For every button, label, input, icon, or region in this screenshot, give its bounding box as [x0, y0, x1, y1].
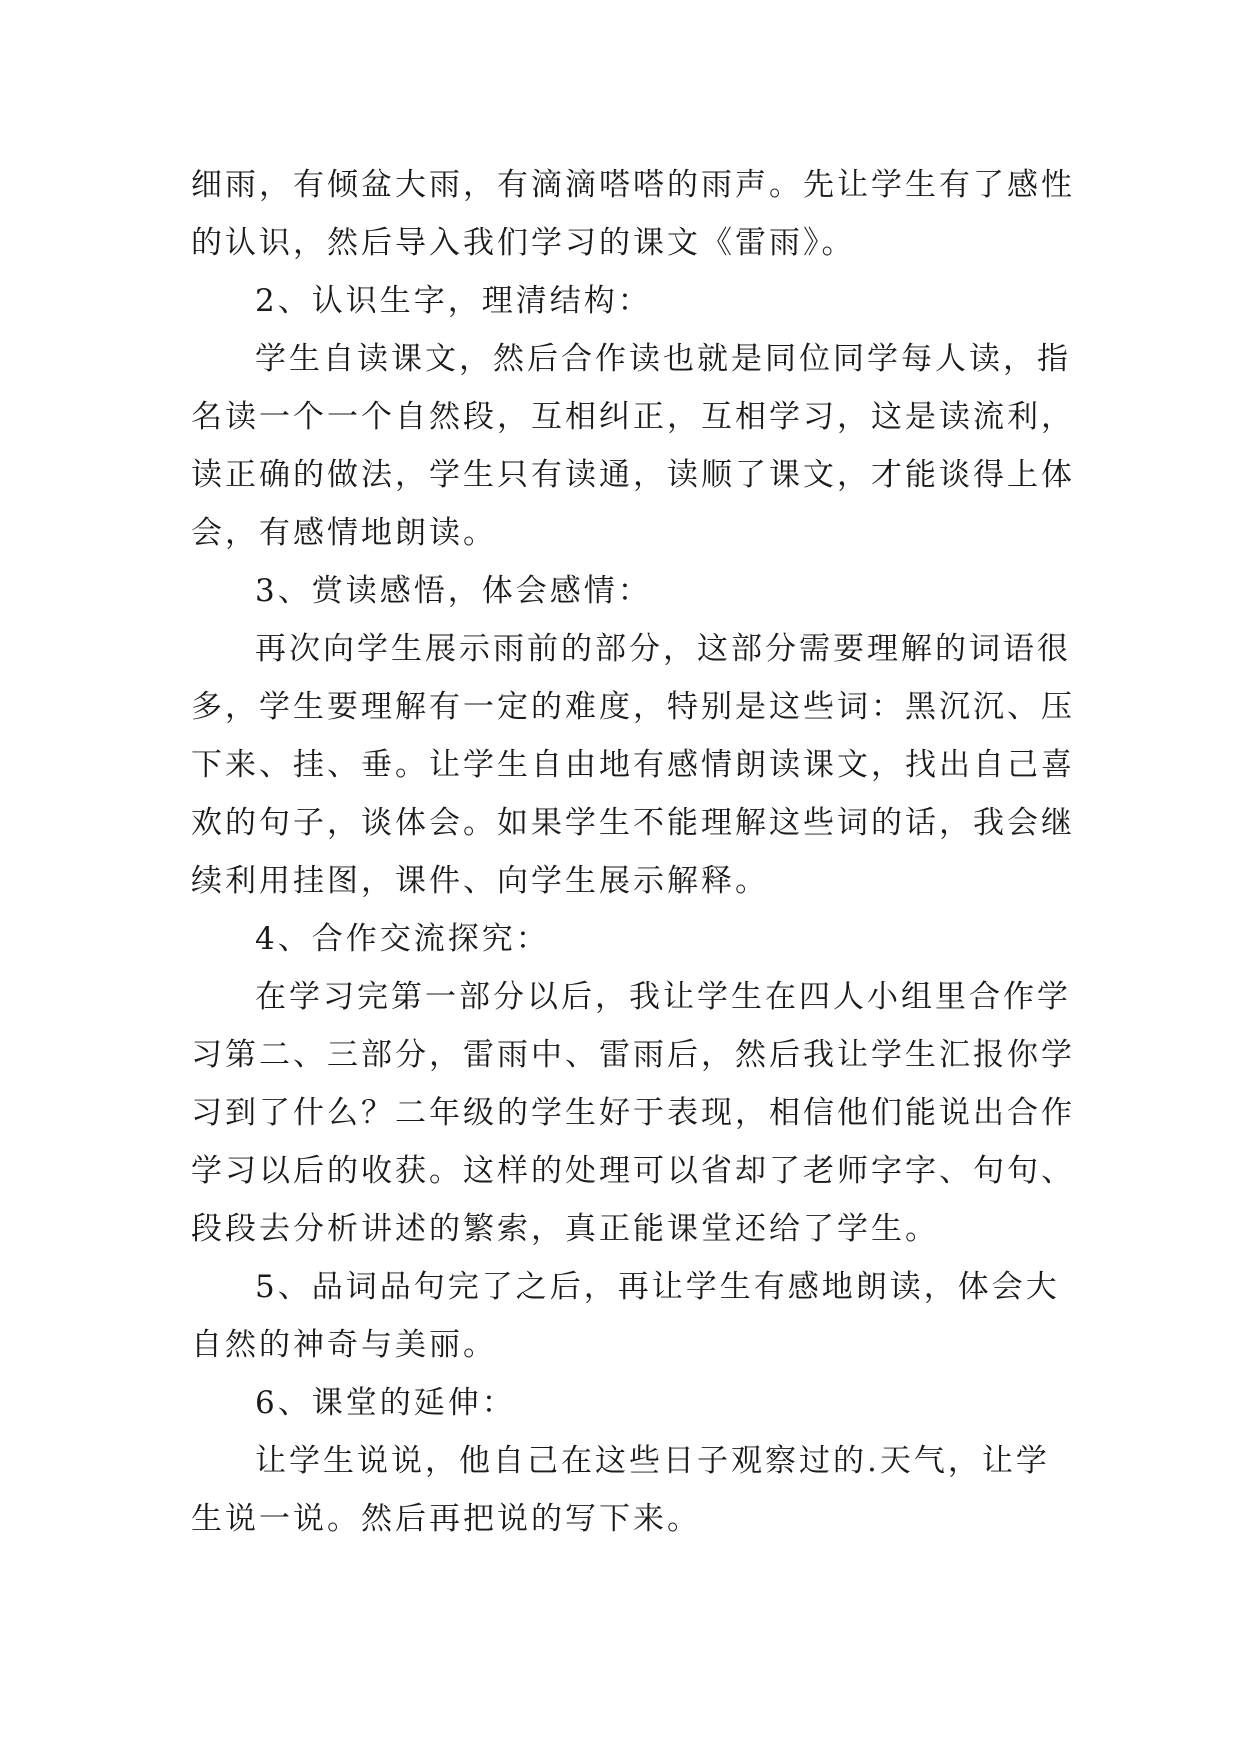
text-line: 多，学生要理解有一定的难度，特别是这些词：黑沉沉、压	[191, 689, 1075, 725]
text-line: 名读一个一个自然段，互相纠正，互相学习，这是读流利，	[191, 399, 1075, 435]
text-line: 欢的句子，谈体会。如果学生不能理解这些词的话，我会继	[191, 805, 1075, 841]
text-line: 的认识，然后导入我们学习的课文《雷雨》。	[191, 225, 856, 261]
section-heading: 3、赏读感悟，体会感情：	[255, 573, 652, 609]
text-line: 生说一说。然后再把说的写下来。	[191, 1501, 701, 1537]
text-line: 续利用挂图，课件、向学生展示解释。	[191, 863, 769, 899]
text-line: 读正确的做法，学生只有读通，读顺了课文，才能谈得上体	[191, 457, 1075, 493]
text-line: 会，有感情地朗读。	[191, 515, 497, 551]
text-line: 学习以后的收获。这样的处理可以省却了老师字字、句句、	[191, 1153, 1075, 1189]
text-line: 下来、挂、垂。让学生自由地有感情朗读课文，找出自己喜	[191, 747, 1075, 783]
text-line: 在学习完第一部分以后，我让学生在四人小组里合作学	[255, 979, 1071, 1015]
text-line: 段段去分析讲述的繁索，真正能课堂还给了学生。	[191, 1211, 939, 1247]
text-line: 习第二、三部分，雷雨中、雷雨后，然后我让学生汇报你学	[191, 1037, 1075, 1073]
text-line: 让学生说说，他自己在这些日子观察过的.天气，让学	[255, 1443, 1050, 1479]
text-line: 自然的神奇与美丽。	[191, 1327, 497, 1363]
text-line: 再次向学生展示雨前的部分，这部分需要理解的词语很	[255, 631, 1071, 667]
text-line: 学生自读课文，然后合作读也就是同位同学每人读，指	[255, 341, 1071, 377]
text-line: 习到了什么？二年级的学生好于表现，相信他们能说出合作	[191, 1095, 1075, 1131]
section-heading: 2、认识生字，理清结构：	[255, 283, 652, 319]
section-heading: 6、课堂的延伸：	[255, 1385, 516, 1421]
section-heading: 4、合作交流探究：	[255, 921, 550, 957]
document-body	[191, 156, 1075, 1548]
section-heading: 5、品词品句完了之后，再让学生有感地朗读，体会大	[255, 1269, 1060, 1305]
text-line: 细雨，有倾盆大雨，有滴滴嗒嗒的雨声。先让学生有了感性	[191, 167, 1075, 203]
